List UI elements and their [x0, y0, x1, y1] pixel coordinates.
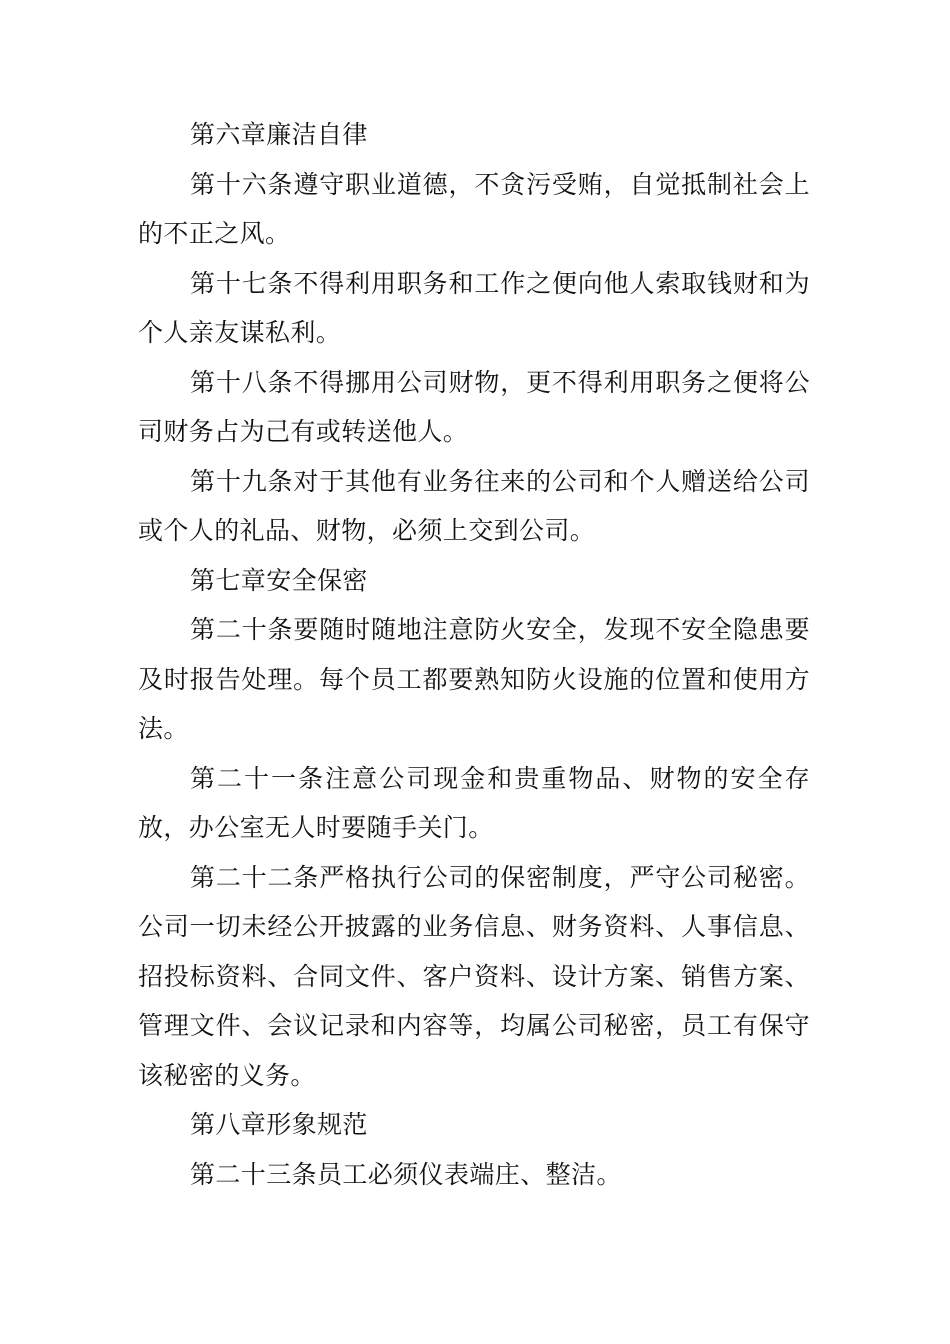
chapter-heading: 第七章安全保密 [190, 565, 368, 595]
article-paragraph: 第二十条要随时随地注意防火安全，发现不安全隐患要及时报告处理。每个员工都要熟知防火设施的位置和使用方法。 [138, 615, 810, 743]
chapter-heading: 第六章廉洁自律 [190, 120, 368, 149]
article-paragraph: 第二十三条员工必须仪表端庄、整洁。 [190, 1159, 622, 1189]
article-paragraph: 第十七条不得利用职务和工作之便向他人索取钱财和为个人亲友谋私利。 [138, 268, 810, 347]
article-paragraph: 第二十一条注意公司现金和贵重物品、财物的安全存放，办公室无人时要随手关门。 [138, 763, 810, 842]
document-body [138, 110, 810, 1199]
article-paragraph: 第十九条对于其他有业务往来的公司和个人赠送给公司或个人的礼品、财物，必须上交到公司。 [138, 466, 810, 545]
article-paragraph: 第十八条不得挪用公司财物，更不得利用职务之便将公司财务占为己有或转送他人。 [138, 367, 810, 446]
chapter-heading: 第八章形象规范 [190, 1110, 368, 1139]
article-paragraph: 第二十二条严格执行公司的保密制度，严守公司秘密。公司一切未经公开披露的业务信息、财务资料、人事信息、招投标资料、合同文件、客户资料、设计方案、销售方案、管理文件、会议记录和内容等，均属公司秘密，员工有保守该秘密的义务。 [138, 862, 810, 1090]
article-paragraph: 第十六条遵守职业道德，不贪污受贿，自觉抵制社会上的不正之风。 [138, 169, 810, 248]
